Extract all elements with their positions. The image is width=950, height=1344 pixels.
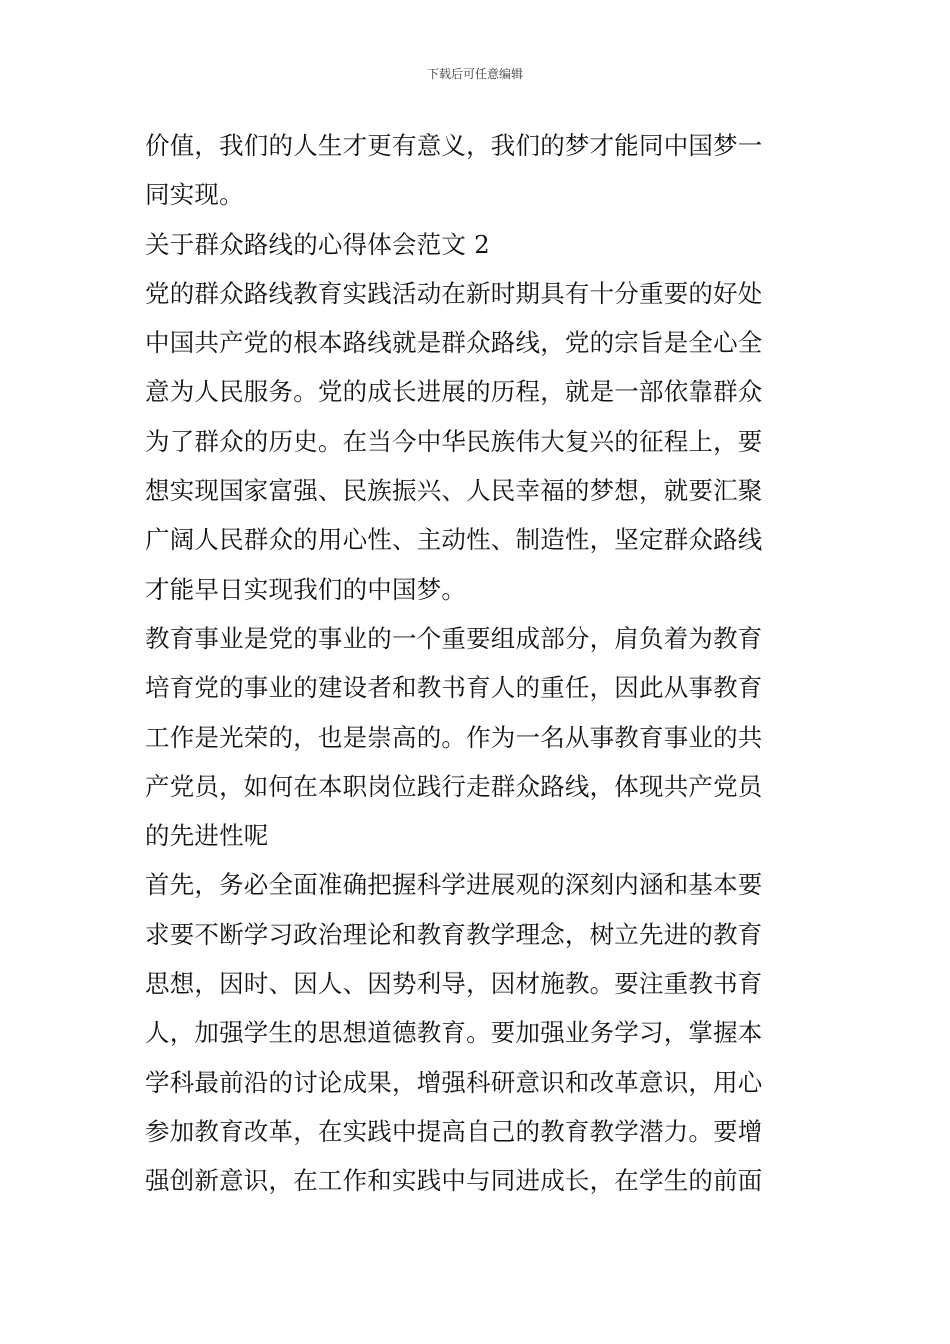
body-line: 强创新意识，在工作和实践中与同进成长，在学生的前面 <box>145 1166 763 1196</box>
body-line: 才能早日实现我们的中国梦。 <box>145 574 467 604</box>
body-line: 的先进性呢 <box>145 821 269 851</box>
body-line: 中国共产党的根本路线就是群众路线，党的宗旨是全心全 <box>145 328 763 358</box>
body-line: 产党员，如何在本职岗位践行走群众路线，体现共产党员 <box>145 771 763 801</box>
body-line: 培育党的事业的建设者和教书育人的重任，因此从事教育 <box>145 673 763 703</box>
body-line: 同实现。 <box>145 180 244 210</box>
body-line: 学科最前沿的讨论成果，增强科研意识和改革意识，用心 <box>145 1067 763 1097</box>
body-line: 思想，因时、因人、因势利导，因材施教。要注重教书育 <box>145 969 763 999</box>
body-line: 为了群众的历史。在当今中华民族伟大复兴的征程上，要 <box>145 426 763 456</box>
body-line: 广阔人民群众的用心性、主动性、制造性，坚定群众路线 <box>145 525 763 555</box>
document-body <box>145 126 815 1211</box>
body-line: 求要不断学习政治理论和教育教学理念，树立先进的教育 <box>145 919 763 949</box>
body-line: 价值，我们的人生才更有意义，我们的梦才能同中国梦一 <box>145 131 763 160</box>
body-line: 首先，务必全面准确把握科学进展观的深刻内涵和基本要 <box>145 870 763 900</box>
body-line: 党的群众路线教育实践活动在新时期具有十分重要的好处 <box>145 278 763 308</box>
body-line: 工作是光荣的，也是崇高的。作为一名从事教育事业的共 <box>145 722 763 752</box>
page-header: 下载后可任意编辑 <box>426 67 523 81</box>
body-line: 参加教育改革，在实践中提高自己的教育教学潜力。要增 <box>145 1116 763 1146</box>
body-line: 意为人民服务。党的成长进展的历程，就是一部依靠群众 <box>145 377 763 407</box>
section-heading: 关于群众路线的心得体会范文 2 <box>145 229 490 259</box>
body-line: 想实现国家富强、民族振兴、人民幸福的梦想，就要汇聚 <box>145 476 763 506</box>
body-line: 人，加强学生的思想道德教育。要加强业务学习，掌握本 <box>145 1018 763 1048</box>
body-line: 教育事业是党的事业的一个重要组成部分，肩负着为教育 <box>145 623 763 653</box>
